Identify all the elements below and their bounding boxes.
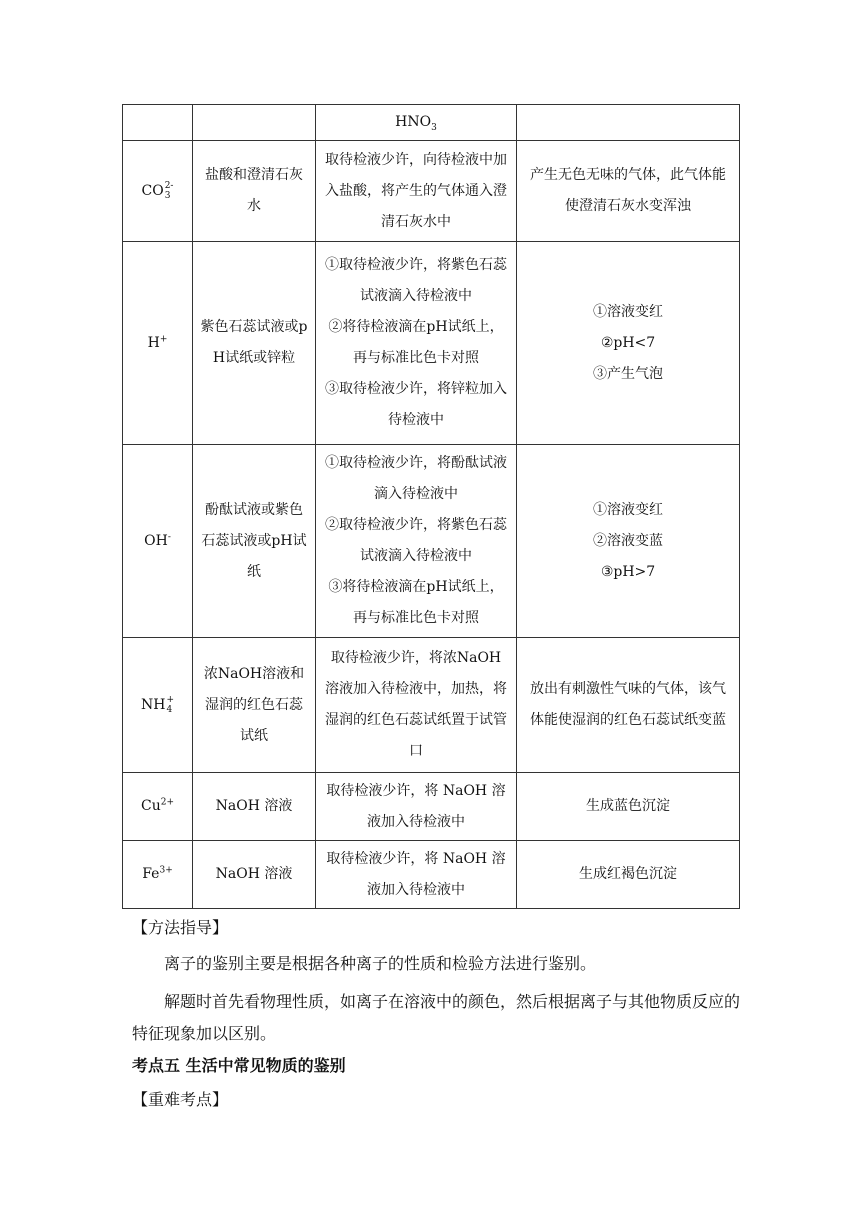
table-row <box>123 638 740 773</box>
table-row <box>123 841 740 909</box>
ion-cell: $Cu^{2+}$ <box>123 773 193 841</box>
ion-cell: $Fe^{3+}$ <box>123 841 193 909</box>
method-guide-heading: 【方法指导】 <box>132 918 229 937</box>
method-cell: 取待检液少许，向待检液中加入盐酸，将产生的气体通入澄清石灰水中 <box>316 141 517 242</box>
reagent-cell: NaOH 溶液 <box>193 841 316 909</box>
table-row <box>123 242 740 445</box>
method-guide-paragraph-1: 离子的鉴别主要是根据各种离子的性质和检验方法进行鉴别。 <box>164 954 597 973</box>
phenomenon-cell: 生成红褐色沉淀 <box>517 841 740 909</box>
method-cell: 取待检液少许，将浓NaOH溶液加入待检液中，加热，将湿润的红色石蕊试纸置于试管口 <box>316 638 517 773</box>
ion-cell <box>123 105 193 141</box>
method-cell: ①取待检液少许，将紫色石蕊试液滴入待检液中 ②将待检液滴在pH试纸上，再与标准比色卡对照 ③取待检液少许，将锌粒加入待检液中 <box>316 242 517 445</box>
section-title: 考点五 生活中常见物质的鉴别 <box>132 1056 346 1075</box>
reagent-cell: NaOH 溶液 <box>193 773 316 841</box>
method-cell: 取待检液少许，将 NaOH 溶液加入待检液中 <box>316 773 517 841</box>
ion-cell: OH- <box>123 445 193 638</box>
reagent-cell: 浓NaOH溶液和湿润的红色石蕊试纸 <box>193 638 316 773</box>
phenomenon-cell: ①溶液变红 ②溶液变蓝 ③pH>7 <box>517 445 740 638</box>
ion-cell: NH + 4 <box>123 638 193 773</box>
phenomenon-cell: 放出有刺激性气味的气体，该气体能使湿润的红色石蕊试纸变蓝 <box>517 638 740 773</box>
reagent-cell: 紫色石蕊试液或pH试纸或锌粒 <box>193 242 316 445</box>
phenomenon-cell <box>517 105 740 141</box>
section-subheading: 【重难考点】 <box>132 1090 229 1109</box>
phenomenon-cell: 产生无色无味的气体，此气体能使澄清石灰水变浑浊 <box>517 141 740 242</box>
phenomenon-cell: ①溶液变红 ②pH<7 ③产生气泡 <box>517 242 740 445</box>
reagent-cell: 酚酞试液或紫色石蕊试液或pH试纸 <box>193 445 316 638</box>
method-cell: 取待检液少许，将 NaOH 溶液加入待检液中 <box>316 841 517 909</box>
table-row <box>123 105 740 141</box>
method-cell: $HNO_3$ <box>316 105 517 141</box>
reagent-cell: 盐酸和澄清石灰水 <box>193 141 316 242</box>
ion-cell: H+ <box>123 242 193 445</box>
table-row <box>123 445 740 638</box>
ion-identification-table <box>122 104 740 909</box>
table-row <box>123 141 740 242</box>
method-cell: ①取待检液少许，将酚酞试液滴入待检液中 ②取待检液少许，将紫色石蕊试液滴入待检液中 ③将待检液滴在pH试纸上，再与标准比色卡对照 <box>316 445 517 638</box>
table-row <box>123 773 740 841</box>
method-guide-paragraph-2: 解题时首先看物理性质，如离子在溶液中的颜色，然后根据离子与其他物质反应的特征现象加以区别。 <box>132 992 741 1043</box>
reagent-cell <box>193 105 316 141</box>
phenomenon-cell: 生成蓝色沉淀 <box>517 773 740 841</box>
ion-cell: CO 2- 3 <box>123 141 193 242</box>
